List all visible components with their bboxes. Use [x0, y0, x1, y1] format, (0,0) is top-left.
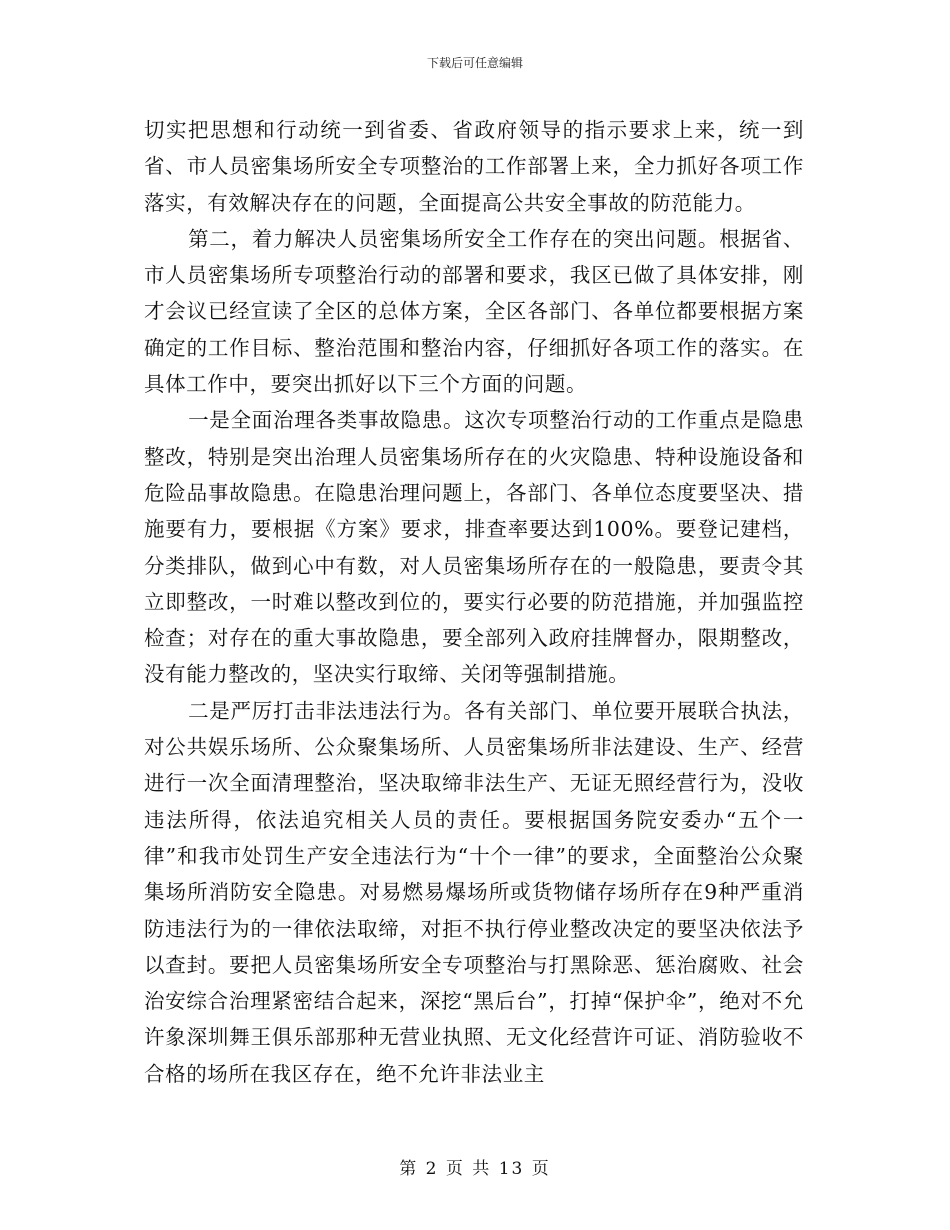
page-header: 下载后可任意编辑 — [426, 56, 523, 70]
document-body — [144, 112, 804, 1092]
paragraph: 二是严厉打击非法违法行为。各有关部门、单位要开展联合执法，对公共娱乐场所、公众聚集场所、人员密集场所非法建设、生产、经营进行一次全面清理整治，坚决取缔非法生产、无证无照经营行为，没收违法所得，依法追究相关人员的责任。要根据国务院安委办“五个一律”和我市处罚生产安全违法行为“十个一律”的要求，全面整治公众聚集场所消防安全隐患。对易燃易爆场所或货物储存场所存在9种严重消防违法行为的一律依法取缔，对拒不执行停业整改决定的要坚决依法予以查封。要把人员密集场所安全专项整治与打黑除恶、惩治腐败、社会治安综合治理紧密结合起来，深挖“黑后台”，打掉“保护伞”，绝对不允许象深圳舞王俱乐部那种无营业执照、无文化经营许可证、消防验收不合格的场所在我区存在，绝不允许非法业主 — [144, 698, 804, 1086]
paragraph: 切实把思想和行动统一到省委、省政府领导的指示要求上来，统一到省、市人员密集场所安全专项整治的工作部署上来，全力抓好各项工作落实，有效解决存在的问题，全面提高公共安全事故的防范能力。 — [144, 118, 804, 215]
paragraph: 一是全面治理各类事故隐患。这次专项整治行动的工作重点是隐患整改，特别是突出治理人员密集场所存在的火灾隐患、特种设施设备和危险品事故隐患。在隐患治理问题上，各部门、各单位态度要坚决、措施要有力，要根据《方案》要求，排查率要达到100%。要登记建档，分类排队，做到心中有数，对人员密集场所存在的一般隐患，要责令其立即整改，一时难以整改到位的，要实行必要的防范措施，并加强监控检查；对存在的重大事故隐患，要全部列入政府挂牌督办，限期整改，没有能力整改的，坚决实行取缔、关闭等强制措施。 — [144, 408, 804, 687]
page-footer: 第 2 页 共 13 页 — [399, 1159, 551, 1179]
paragraph: 第二，着力解决人员密集场所安全工作存在的突出问题。根据省、市人员密集场所专项整治行动的部署和要求，我区已做了具体安排，刚才会议已经宣读了全区的总体方案，全区各部门、各单位都要根据方案确定的工作目标、整治范围和整治内容，仔细抓好各项工作的落实。在具体工作中，要突出抓好以下三个方面的问题。 — [144, 226, 804, 397]
